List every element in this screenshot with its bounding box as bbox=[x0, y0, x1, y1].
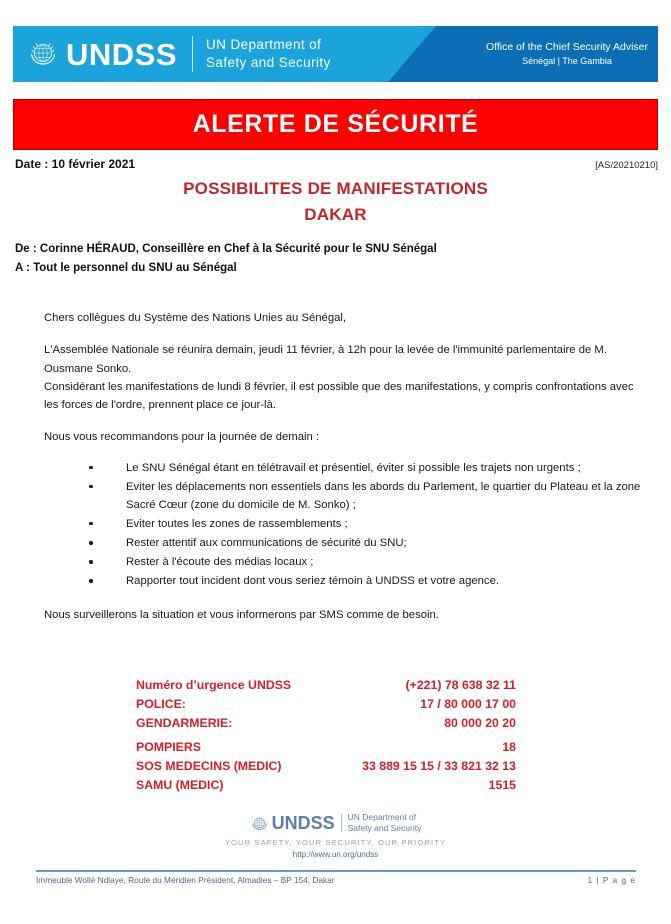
addressing-to: A : Tout le personnel du SNU au Sénégal bbox=[15, 261, 237, 274]
list-item: Le SNU Sénégal étant en télétravail et présentiel, éviter si possible les trajets non urgents ; bbox=[44, 459, 644, 477]
contact-label: GENDARMERIE: bbox=[136, 716, 233, 731]
footer-department-line1: UN Department of bbox=[347, 812, 417, 822]
footer-logo-row bbox=[250, 812, 422, 834]
security-alert-banner bbox=[13, 99, 658, 150]
header-department-line1: UN Department of bbox=[206, 36, 322, 52]
body-closing: Nous surveillerons la situation et vous informerons par SMS comme de besoin. bbox=[44, 609, 439, 622]
document-header-banner bbox=[13, 26, 658, 82]
contact-row bbox=[136, 695, 516, 714]
body-salutation: Chers collègues du Système des Nations Unies au Sénégal, bbox=[44, 312, 347, 324]
contact-number: (+221) 78 638 32 11 bbox=[405, 678, 516, 692]
contact-label: SAMU (MEDIC) bbox=[136, 778, 224, 793]
contact-number: 18 bbox=[502, 740, 516, 755]
contact-label: POLICE: bbox=[136, 697, 186, 712]
contact-number: 17 / 80 000 17 00 bbox=[420, 697, 516, 712]
contact-number: 1515 bbox=[488, 778, 516, 793]
contact-row bbox=[136, 714, 516, 733]
footer-tagline: YOUR SAFETY, YOUR SECURITY, OUR PRIORITY bbox=[224, 838, 447, 848]
contact-row bbox=[136, 776, 516, 795]
footer-address: Immeuble Wollé Ndiaye, Route du Méridien Président, Almadies – BP 154, Dakar bbox=[36, 875, 335, 885]
contact-number: 33 889 15 15 / 33 821 32 13 bbox=[362, 759, 516, 774]
footer-page-number: 1 | P a g e bbox=[587, 875, 636, 885]
header-office-title: Office of the Chief Security Adviser bbox=[485, 40, 648, 53]
date-reference-row bbox=[15, 157, 658, 171]
un-emblem-icon bbox=[250, 814, 269, 833]
document-date: Date : 10 février 2021 bbox=[15, 157, 136, 171]
header-office-group bbox=[486, 26, 648, 82]
page-title-line1: POSSIBILITES DE MANIFESTATIONS bbox=[183, 179, 488, 198]
footer-url[interactable]: http://www.un.org/undss bbox=[292, 850, 379, 860]
header-brand-text: UNDSS bbox=[66, 36, 178, 72]
footer-department-line2: Safety and Security bbox=[347, 823, 422, 834]
body-paragraph-2: Considérant les manifestations de lundi 8 février, il est possible que des manifestations, y compris confrontations avec les forces de l'ordre, prennent place ce jour-là. bbox=[44, 380, 634, 412]
contact-row bbox=[136, 676, 516, 695]
recommendation-list bbox=[44, 459, 644, 590]
un-emblem-icon bbox=[27, 38, 59, 70]
list-item: Rester attentif aux communications de sécurité du SNU; bbox=[44, 534, 644, 552]
contact-number: 80 000 20 20 bbox=[444, 716, 516, 731]
footer-divider bbox=[36, 870, 636, 872]
contact-label: Numéro d’urgence UNDSS bbox=[136, 678, 292, 692]
list-item: Eviter les déplacements non essentiels dans les abords du Parlement, le quartier du Plateau et la zone Sacré Cœur (zone du domicile de M. Sonko) ; bbox=[44, 478, 644, 514]
emergency-contacts-block bbox=[136, 676, 516, 795]
document-reference-code: [AS/20210210] bbox=[595, 160, 658, 171]
footer-logo-divider bbox=[341, 814, 342, 832]
header-divider bbox=[192, 36, 193, 72]
footer-logo-block bbox=[0, 812, 671, 859]
contact-row bbox=[136, 757, 516, 776]
header-brand-group bbox=[13, 26, 331, 82]
list-item: Rapporter tout incident dont vous seriez témoin à UNDSS et votre agence. bbox=[44, 572, 644, 590]
footer-brand-text: UNDSS bbox=[271, 813, 335, 834]
header-department bbox=[206, 36, 331, 72]
body-paragraph-1: L'Assemblée Nationale se réunira demain, jeudi 11 février, à 12h pour la levée de l'immunité parlementaire de M. Ousmane Sonko. bbox=[44, 344, 607, 375]
page-title bbox=[0, 176, 671, 227]
header-department-line2: Safety and Security bbox=[206, 55, 331, 70]
alert-banner-label: ALERTE DE SÉCURITÉ bbox=[192, 110, 479, 138]
page-title-line2: DAKAR bbox=[304, 204, 367, 224]
header-office-countries: Sénégal | The Gambia bbox=[522, 55, 612, 66]
contact-row bbox=[136, 738, 516, 757]
list-item: Eviter toutes les zones de rassemblements ; bbox=[44, 515, 644, 533]
contact-label: POMPIERS bbox=[136, 740, 201, 755]
footer-bar bbox=[36, 875, 636, 885]
addressing-block bbox=[15, 240, 655, 277]
contact-label: SOS MEDECINS (MEDIC) bbox=[136, 759, 282, 774]
body-recommendation-intro: Nous vous recommandons pour la journée de demain : bbox=[44, 431, 320, 444]
footer-department bbox=[348, 812, 422, 834]
document-body bbox=[44, 309, 644, 639]
list-item: Rester à l'écoute des médias locaux ; bbox=[44, 553, 644, 571]
addressing-from: De : Corinne HÉRAUD, Conseillère en Chef à la Sécurité pour le SNU Sénégal bbox=[15, 243, 437, 255]
